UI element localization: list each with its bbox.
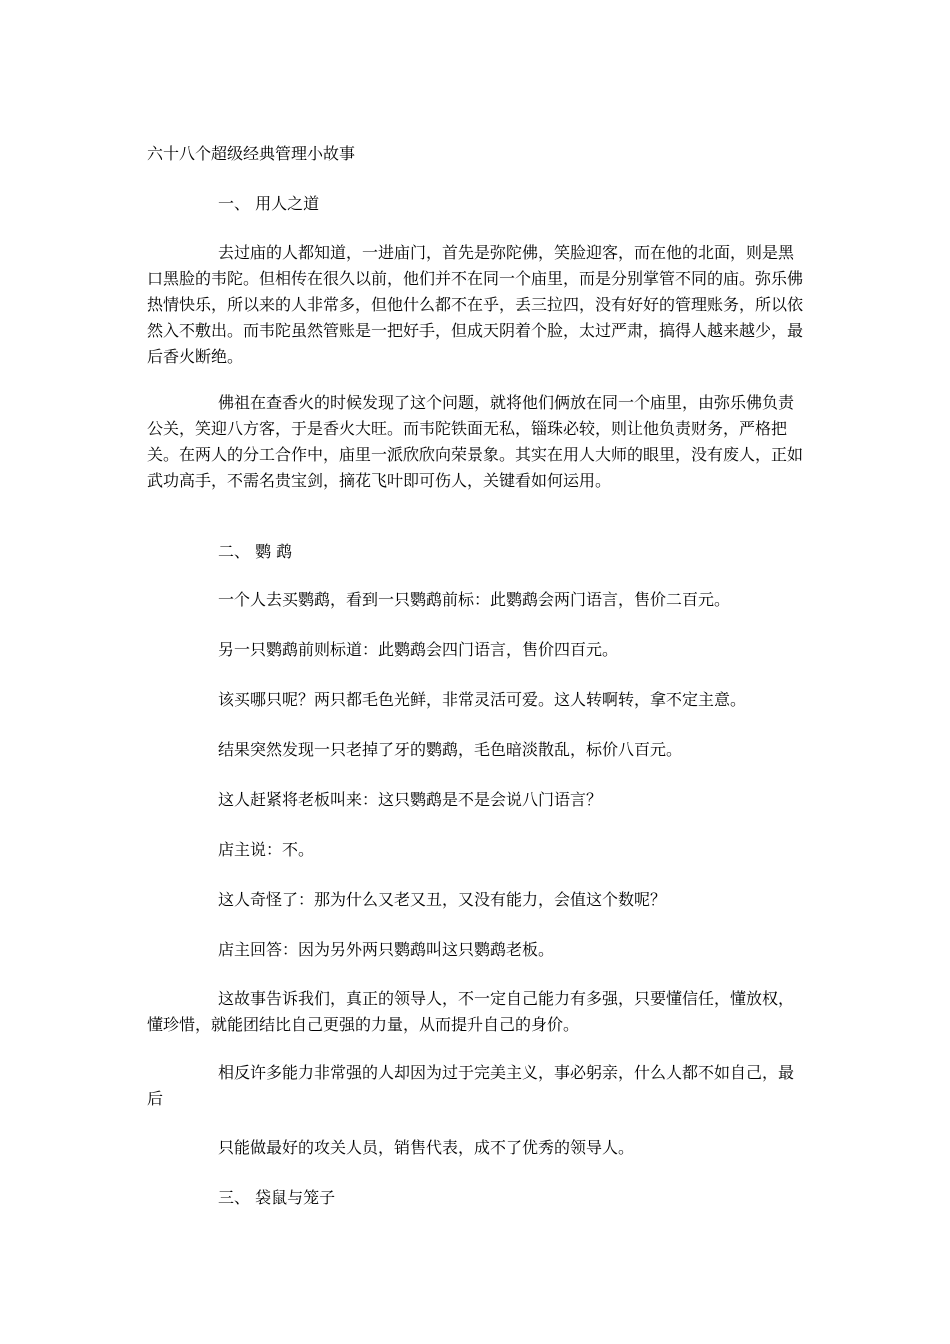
paragraph: 去过庙的人都知道，一进庙门，首先是弥陀佛，笑脸迎客，而在他的北面，则是黑口黑脸的韦陀。但相传在很久以前，他们并不在同一个庙里，而是分别掌管不同的庙。弥乐佛热情快乐，所以来的人非常多，但他什么都不在乎，丢三拉四，没有好好的管理账务，所以依然入不敷出。而韦陀虽然管账是一把好手，但成天阴着个脸，太过严肃，搞得人越来越少，最后香火断绝。 (147, 243, 804, 366)
document-title: 六十八个超级经典管理小故事 (147, 144, 356, 163)
paragraph: 只能做最好的攻关人员，销售代表，成不了优秀的领导人。 (218, 1138, 635, 1157)
paragraph: 结果突然发现一只老掉了牙的鹦鹉，毛色暗淡散乱，标价八百元。 (218, 740, 683, 759)
paragraph: 店主说：不。 (218, 840, 315, 859)
paragraph: 佛祖在查香火的时候发现了这个问题，就将他们俩放在同一个庙里，由弥乐佛负责公关，笑迎八方客，于是香火大旺。而韦陀铁面无私，锱珠必较，则让他负责财务，严格把关。在两人的分工合作中，庙里一派欣欣向荣景象。其实在用人大师的眼里，没有废人，正如武功高手，不需名贵宝剑，摘花飞叶即可伤人，关键看如何运用。 (147, 393, 804, 490)
paragraph: 店主回答：因为另外两只鹦鹉叫这只鹦鹉老板。 (218, 940, 555, 959)
paragraph: 一个人去买鹦鹉，看到一只鹦鹉前标：此鹦鹉会两门语言，售价二百元。 (218, 590, 731, 609)
paragraph: 另一只鹦鹉前则标道：此鹦鹉会四门语言，售价四百元。 (218, 640, 619, 659)
paragraph: 这故事告诉我们，真正的领导人，不一定自己能力有多强，只要懂信任，懂放权，懂珍惜，就能团结比自己更强的力量，从而提升自己的身价。 (147, 989, 795, 1034)
paragraph: 这人奇怪了：那为什么又老又丑，又没有能力，会值这个数呢？ (218, 890, 667, 909)
section-heading-2: 二、 鹦 鹉 (218, 542, 293, 561)
section-heading-3: 三、 袋鼠与笼子 (218, 1188, 336, 1207)
paragraph: 这人赶紧将老板叫来：这只鹦鹉是不是会说八门语言？ (218, 790, 603, 809)
paragraph: 该买哪只呢？两只都毛色光鲜，非常灵活可爱。这人转啊转，拿不定主意。 (218, 690, 747, 709)
section-heading-1: 一、 用人之道 (218, 194, 320, 213)
paragraph: 相反许多能力非常强的人却因为过于完美主义，事必躬亲，什么人都不如自己，最后 (147, 1063, 795, 1108)
